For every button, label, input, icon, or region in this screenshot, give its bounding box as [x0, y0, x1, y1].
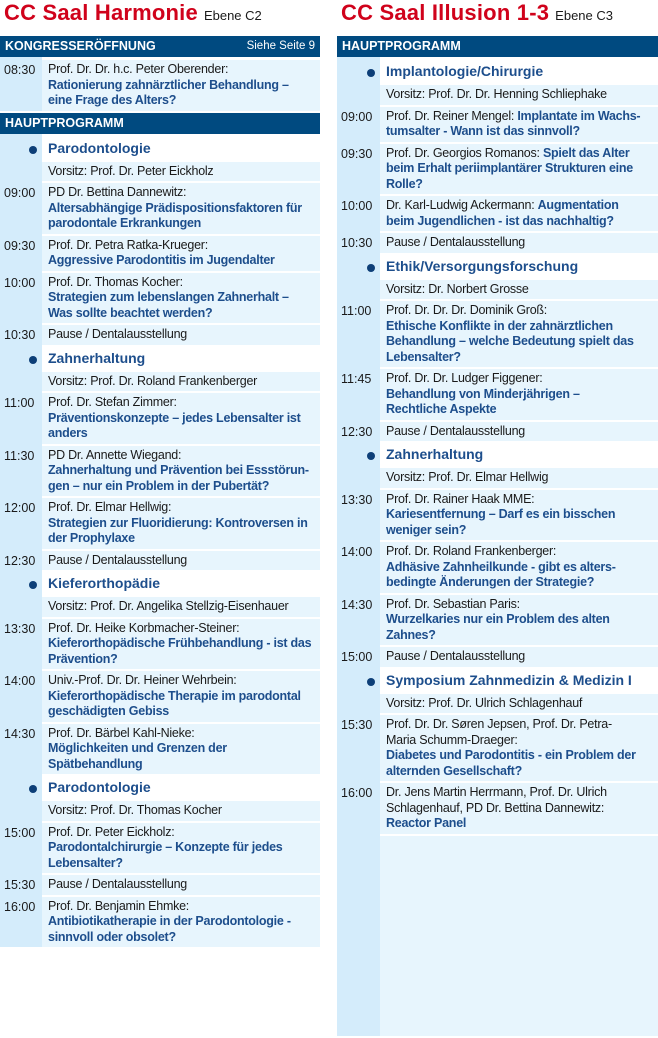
entry-body — [42, 325, 320, 345]
chair-row — [337, 280, 658, 300]
talk-title[interactable]: Augmentation beim Jugendlichen - ist das nachhaltig? — [386, 198, 619, 228]
chair-row — [337, 694, 658, 714]
chair-text: Vorsitz: Prof. Dr. Peter Eickholz — [48, 163, 214, 178]
speaker-name: PD Dr. Annette Wiegand: — [48, 447, 182, 462]
talk-row[interactable] — [337, 369, 658, 420]
pause-text: Pause / Dentalausstellung — [386, 649, 525, 663]
talk-row[interactable] — [337, 301, 658, 367]
session-header — [0, 572, 320, 595]
speaker-name: Prof. Dr. Roland Frankenberger: — [386, 544, 557, 558]
entry-body — [42, 551, 320, 571]
entry-body — [380, 422, 658, 442]
talk-row[interactable] — [337, 595, 658, 646]
bullet-icon — [29, 146, 37, 154]
speaker-name: Prof. Dr. Thomas Kocher: — [48, 274, 183, 289]
session-title: Implantologie/Chirurgie — [386, 63, 544, 79]
talk-row[interactable] — [337, 196, 658, 231]
entry-body — [380, 542, 658, 593]
speaker-name: Univ.-Prof. Dr. Dr. Heiner Wehrbein: — [48, 673, 237, 687]
time-cell: 15:00 — [4, 825, 36, 840]
entry-body — [380, 280, 658, 300]
pause-row — [0, 551, 320, 571]
time-cell: 10:30 — [341, 236, 373, 250]
pause-row — [337, 422, 658, 442]
entry-body — [380, 85, 658, 105]
section-title: KONGRESSERÖFFNUNG — [5, 39, 156, 53]
talk-title[interactable]: Präventionskonzepte – jedes Lebensalter ist anders — [48, 410, 301, 440]
entry-body — [380, 468, 658, 488]
room-name: CC Saal Harmonie — [4, 0, 198, 25]
time-cell: 09:30 — [341, 146, 373, 161]
chair-row — [0, 372, 320, 392]
chair-row — [337, 468, 658, 488]
talk-title[interactable]: Spielt das Alter beim Erhalt periimplantärer Strukturen eine Rolle? — [386, 145, 633, 191]
talk-title[interactable]: Adhäsive Zahnheilkunde - gibt es alters- bedingte Änderungen der Strategie? — [386, 559, 616, 589]
pause-row — [0, 325, 320, 345]
session-header — [337, 443, 658, 466]
chair-row — [0, 801, 320, 821]
talk-row[interactable] — [0, 724, 320, 775]
talk-row[interactable] — [0, 183, 320, 234]
time-cell: 13:30 — [4, 621, 36, 636]
talk-title[interactable]: Diabetes und Parodontitis - ein Problem der alternden Gesellschaft? — [386, 748, 636, 778]
talk-title[interactable]: Strategien zur Fluoridierung: Kontroversen in der Prophylaxe — [48, 515, 308, 545]
session-title: Parodontologie — [48, 139, 151, 156]
time-cell: 09:00 — [341, 109, 373, 124]
entry-body — [42, 671, 320, 722]
talk-row[interactable] — [0, 60, 320, 111]
entry-body — [380, 196, 658, 231]
speaker-name: Dr. Karl-Ludwig Ackermann: — [386, 198, 538, 212]
time-cell: 14:30 — [4, 726, 36, 741]
entry-body — [42, 619, 320, 670]
time-cell — [0, 801, 42, 821]
time-cell — [337, 694, 380, 714]
time-cell: 16:00 — [4, 899, 36, 914]
column-illusion — [337, 0, 658, 1038]
time-cell: 12:30 — [341, 424, 373, 439]
entry-body — [380, 715, 658, 781]
program-block — [0, 134, 320, 948]
talk-row[interactable] — [337, 144, 658, 195]
entry-body — [42, 347, 320, 370]
session-header — [337, 669, 658, 692]
entry-body — [42, 823, 320, 874]
time-cell — [0, 137, 42, 160]
time-cell: 14:30 — [341, 597, 373, 612]
pause-text: Pause / Dentalausstellung — [386, 423, 525, 438]
entry-body — [42, 897, 320, 948]
entry-body — [42, 372, 320, 392]
entry-body — [380, 647, 658, 667]
time-cell — [337, 669, 380, 692]
talk-title[interactable]: Strategien zum lebenslangen Zahnerhalt – Was sollte beachtet werden? — [48, 290, 289, 320]
session-title: Zahnerhaltung — [48, 349, 146, 366]
time-cell: 14:00 — [341, 545, 373, 559]
talk-row[interactable] — [0, 897, 320, 948]
session-header — [0, 776, 320, 799]
time-cell: 09:30 — [4, 238, 36, 253]
session-header — [337, 60, 658, 83]
talk-row[interactable] — [337, 542, 658, 593]
speaker-name: Prof. Dr. Bärbel Kahl-Nieke: — [48, 725, 195, 740]
talk-title[interactable]: Kieferorthopädische Frühbehandlung - ist das Prävention? — [48, 636, 312, 666]
talk-row[interactable] — [0, 446, 320, 497]
time-cell: 11:00 — [341, 304, 372, 318]
talk-title[interactable]: Ethische Konflikte in der zahnärztlichen Behandlung – welche Bedeutung spielt das Lebensalter? — [386, 318, 634, 364]
entry-body — [42, 498, 320, 549]
speaker-name: Prof. Dr. Benjamin Ehmke: — [48, 898, 190, 913]
talk-row[interactable] — [0, 273, 320, 324]
time-cell: 12:30 — [4, 553, 36, 568]
speaker-name: Prof. Dr. Peter Eickholz: — [48, 824, 175, 839]
entry-body — [380, 107, 658, 142]
time-cell: 09:00 — [4, 186, 36, 200]
speaker-name: Prof. Dr. Petra Ratka-Krueger: — [48, 237, 208, 252]
filler — [337, 836, 658, 1036]
time-cell: 11:00 — [4, 396, 35, 410]
section-bar — [0, 36, 320, 57]
entry-body — [380, 595, 658, 646]
entry-body — [42, 236, 320, 271]
speaker-name: PD Dr. Bettina Dannewitz: — [48, 185, 187, 199]
talk-title[interactable]: Kieferorthopädische Therapie im parodontal geschädigten Gebiss — [48, 688, 301, 718]
time-cell — [337, 60, 380, 83]
speaker-name: Prof. Dr. Heike Korbmacher-Steiner: — [48, 620, 240, 635]
time-cell — [337, 468, 380, 488]
talk-title[interactable]: Implantate im Wachs- tumsalter - Wann ist das sinnvoll? — [386, 108, 641, 138]
time-cell: 11:30 — [4, 448, 35, 463]
time-cell — [0, 372, 42, 392]
chair-row — [0, 162, 320, 182]
entry-body — [42, 446, 320, 497]
chair-row — [337, 85, 658, 105]
entry-body — [380, 783, 658, 834]
entry-body — [42, 393, 320, 444]
room-name: CC Saal Illusion 1-3 — [341, 0, 550, 25]
talk-row[interactable] — [0, 671, 320, 722]
talk-title[interactable]: Rationierung zahnärztlicher Behandlung – eine Frage des Alters? — [48, 77, 289, 107]
room-header — [337, 0, 658, 34]
talk-title[interactable]: Behandlung von Minderjährigen – Rechtliche Aspekte — [386, 386, 580, 416]
entry-body — [380, 301, 658, 367]
entry-body — [380, 144, 658, 195]
time-cell — [337, 255, 380, 278]
speaker-name: Dr. Jens Martin Herrmann, Prof. Dr. Ulrich Schlagenhauf, PD Dr. Bettina Dannewitz: — [386, 785, 607, 815]
pause-text: Pause / Dentalausstellung — [386, 235, 525, 249]
time-cell: 11:45 — [341, 372, 372, 386]
talk-title[interactable]: Möglichkeiten und Grenzen der Spätbehandlung — [48, 741, 227, 771]
talk-title[interactable]: Wurzelkaries nur ein Problem des alten Zahnes? — [386, 612, 610, 642]
talk-row[interactable] — [337, 715, 658, 781]
room-level: Ebene C3 — [555, 8, 613, 23]
chair-text: Vorsitz: Prof. Dr. Elmar Hellwig — [386, 470, 549, 484]
talk-row[interactable] — [0, 236, 320, 271]
session-title: Zahnerhaltung — [386, 446, 484, 462]
column-harmonie — [0, 0, 320, 949]
bullet-icon — [29, 785, 37, 793]
speaker-name: Prof. Dr. Rainer Haak MME: — [386, 491, 535, 506]
talk-title[interactable]: Parodontalchirurgie – Konzepte für jedes Lebensalter? — [48, 840, 283, 870]
time-cell: 15:30 — [4, 878, 36, 892]
room-header — [0, 0, 320, 34]
time-cell: 15:30 — [341, 718, 373, 732]
program-block — [337, 57, 658, 1036]
speaker-name: Prof. Dr. Reiner Mengel: — [386, 108, 518, 123]
entry-body — [42, 597, 320, 617]
chair-text: Vorsitz: Prof. Dr. Ulrich Schlagenhauf — [386, 695, 583, 710]
session-header — [0, 137, 320, 160]
talk-title[interactable]: Zahnerhaltung und Prävention bei Essstörun- gen – nur ein Problem in der Pubertät? — [48, 463, 309, 493]
time-cell: 12:00 — [4, 501, 36, 515]
talk-row[interactable] — [337, 107, 658, 142]
chair-text: Vorsitz: Dr. Norbert Grosse — [386, 281, 529, 296]
chair-text: Vorsitz: Prof. Dr. Angelika Stellzig-Eisenhauer — [48, 599, 289, 613]
bullet-icon — [367, 452, 375, 460]
pause-row — [337, 233, 658, 253]
entry-body — [42, 183, 320, 234]
bullet-icon — [367, 264, 375, 272]
talk-title[interactable]: Aggressive Parodontitis im Jugendalter — [48, 253, 275, 267]
speaker-name: Prof. Dr. Dr. Søren Jepsen, Prof. Dr. Petra- Maria Schumm-Draeger: — [386, 717, 612, 747]
bullet-icon — [29, 581, 37, 589]
time-cell — [0, 776, 42, 799]
talk-row[interactable] — [0, 393, 320, 444]
time-cell: 16:00 — [341, 786, 373, 800]
chair-text: Vorsitz: Prof. Dr. Dr. Henning Schliephake — [386, 87, 607, 101]
pause-row — [337, 647, 658, 667]
time-cell — [337, 836, 380, 1036]
time-cell — [0, 162, 42, 182]
time-cell: 10:30 — [4, 328, 36, 342]
entry-body — [42, 137, 320, 160]
entry-body — [42, 875, 320, 895]
time-cell: 10:00 — [341, 199, 373, 213]
talk-row[interactable] — [0, 498, 320, 549]
session-title: Parodontologie — [48, 779, 151, 795]
room-level: Ebene C2 — [203, 8, 262, 23]
time-cell: 08:30 — [4, 63, 36, 77]
talk-title[interactable]: Altersabhängige Prädispositionsfaktoren für parodontale Erkrankungen — [48, 200, 302, 230]
time-cell: 15:00 — [341, 650, 373, 664]
section-bar — [0, 113, 320, 134]
talk-row[interactable] — [0, 619, 320, 670]
speaker-name: Prof. Dr. Georgios Romanos: — [386, 145, 543, 160]
entry-body — [380, 233, 658, 253]
entry-body — [380, 60, 658, 83]
chair-row — [0, 597, 320, 617]
section-bar — [337, 36, 658, 57]
time-cell — [0, 572, 42, 595]
pause-text: Pause / Dentalausstellung — [48, 552, 187, 567]
section-title: HAUPTPROGRAMM — [5, 115, 124, 130]
time-cell: 14:00 — [4, 674, 36, 688]
talk-row[interactable] — [337, 490, 658, 541]
entry-body — [42, 60, 320, 111]
time-cell — [337, 280, 380, 300]
session-title: Ethik/Versorgungsforschung — [386, 257, 579, 274]
entry-body — [42, 801, 320, 821]
empty-area — [380, 836, 658, 1036]
entry-body — [380, 490, 658, 541]
time-cell: 10:00 — [4, 275, 36, 290]
section-title: HAUPTPROGRAMM — [342, 39, 461, 53]
chair-text: Vorsitz: Prof. Dr. Roland Frankenberger — [48, 373, 258, 388]
session-header — [0, 347, 320, 370]
speaker-name: Prof. Dr. Dr. Ludger Figgener: — [386, 371, 543, 385]
speaker-name: Prof. Dr. Stefan Zimmer: — [48, 395, 177, 409]
speaker-name: Prof. Dr. Elmar Hellwig: — [48, 500, 172, 514]
pause-text: Pause / Dentalausstellung — [48, 877, 187, 891]
speaker-name: Prof. Dr. Dr. h.c. Peter Oberender: — [48, 62, 229, 76]
entry-body — [380, 443, 658, 466]
time-cell — [0, 597, 42, 617]
talk-title[interactable]: Kariesentfernung – Darf es ein bisschen weniger sein? — [386, 507, 616, 537]
session-header — [337, 255, 658, 278]
entry-body — [42, 724, 320, 775]
time-cell — [337, 443, 380, 466]
page-reference: Siehe Seite 9 — [246, 40, 315, 52]
chair-text: Vorsitz: Prof. Dr. Thomas Kocher — [48, 803, 222, 817]
entry-body — [380, 369, 658, 420]
bullet-icon — [367, 69, 375, 77]
bullet-icon — [29, 356, 37, 364]
time-cell — [337, 85, 380, 105]
time-cell: 13:30 — [341, 492, 373, 507]
pause-text: Pause / Dentalausstellung — [48, 327, 187, 341]
entry-body — [42, 572, 320, 595]
entry-body — [42, 273, 320, 324]
talk-row[interactable] — [337, 783, 658, 834]
talk-title[interactable]: Antibiotikatherapie in der Parodontologie - sinnvoll oder obsolet? — [48, 914, 291, 944]
session-title: Symposium Zahnmedizin & Medizin I — [386, 671, 632, 688]
entry-body — [380, 255, 658, 278]
bullet-icon — [367, 678, 375, 686]
session-title: Kieferorthopädie — [48, 575, 161, 591]
time-cell — [0, 347, 42, 370]
speaker-name: Prof. Dr. Dr. Dr. Dominik Groß: — [386, 303, 548, 317]
entry-body — [380, 669, 658, 692]
entry-body — [380, 694, 658, 714]
talk-title[interactable]: Reactor Panel — [386, 816, 467, 830]
program-block — [0, 57, 320, 111]
entry-body — [42, 162, 320, 182]
talk-row[interactable] — [0, 823, 320, 874]
speaker-name: Prof. Dr. Sebastian Paris: — [386, 596, 520, 611]
entry-body — [42, 776, 320, 799]
pause-row — [0, 875, 320, 895]
